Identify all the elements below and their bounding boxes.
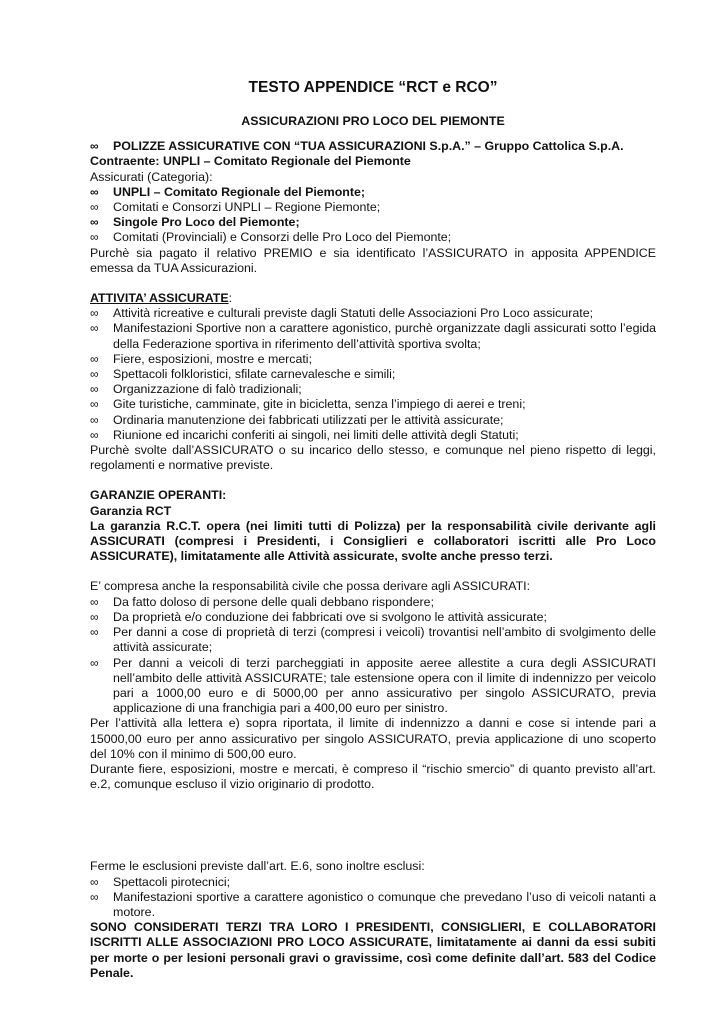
list-item	[90, 428, 656, 443]
exclusions-list	[90, 875, 656, 921]
insured-item-text: Comitati (Provinciali) e Consorzi delle Pro Loco del Piemonte;	[113, 230, 452, 245]
included-list	[90, 595, 656, 717]
included-intro: E’ compresa anche la responsabilità civile che possa derivare agli ASSICURATI:	[90, 579, 531, 594]
exclusions-intro: Ferme le esclusioni previste dall’art. E.6, sono inoltre esclusi:	[90, 859, 425, 874]
activities-list	[90, 306, 656, 443]
document-title: TESTO APPENDICE “RCT e RCO”	[248, 79, 498, 96]
bullet-infinity-icon: ∞	[90, 351, 99, 366]
guarantees-subheading: Garanzia RCT	[90, 503, 172, 518]
bullet-infinity-icon: ∞	[90, 230, 99, 245]
list-item	[90, 306, 656, 321]
included-text: Per danni a cose di proprietà di terzi (compresi i veicoli) trovantisi nell’ambito di svolgimento delle attività assicurate;	[113, 625, 656, 655]
list-item	[90, 656, 656, 717]
bullet-infinity-icon: ∞	[90, 200, 99, 215]
insured-label: Assicurati (Categoria):	[90, 169, 213, 184]
spacer	[90, 276, 656, 291]
activity-text: Manifestazioni Sportive non a carattere agonistico, purchè organizzate dagli assicurati sotto l’egida della Federazione sportiva in riferimento dell’attività sportiva svolta;	[113, 321, 656, 351]
policy-heading-item	[90, 139, 656, 154]
fair-note: Durante fiere, esposizioni, mostre e mercati, è compreso il “rischio smercio” di quanto previsto all’art. e.2, comunque escluso il vizio originario di prodotto.	[90, 761, 656, 792]
list-item	[90, 610, 656, 625]
insured-item-text: Comitati e Consorzi UNPLI – Regione Piemonte;	[113, 200, 381, 215]
bullet-infinity-icon: ∞	[90, 306, 99, 321]
list-item	[90, 413, 656, 428]
list-item	[90, 200, 656, 215]
spacer	[90, 792, 656, 859]
list-item	[90, 215, 656, 230]
list-item	[90, 352, 656, 367]
exclusions-final: SONO CONSIDERATI TERZI TRA LORO I PRESIDENTI, CONSIGLIERI, E COLLABORATORI ISCRITTI ALLE ASSOCIAZIONI PRO LOCO ASSICURATE, limitatamente ai danni da essi subiti per morte o per lesioni personali gravi o gravissime, così come definite dall’art. 583 del Codice Penale.	[90, 920, 656, 980]
activity-text: Organizzazione di falò tradizionali;	[113, 382, 302, 397]
activities-heading-colon: :	[228, 291, 233, 306]
list-item	[90, 367, 656, 382]
insured-item-text: UNPLI – Comitato Regionale del Piemonte;	[113, 184, 365, 199]
bullet-infinity-icon: ∞	[90, 609, 99, 624]
bullet-infinity-icon: ∞	[90, 594, 99, 609]
activities-heading-line	[90, 291, 656, 306]
limit-note: Per l’attività alla lettera e) sopra riportata, il limite di indennizzo a danni e cose si intende pari a 15000,00 euro per anno assicurativo per singolo ASSICURATO, previa applicazione di uno scoperto del 10% con il minimo di 500,00 euro.	[90, 716, 656, 761]
insured-list	[90, 185, 656, 246]
insured-item-text: Singole Pro Loco del Piemonte;	[113, 215, 300, 230]
bullet-infinity-icon: ∞	[90, 427, 99, 442]
guarantees-description: La garanzia R.C.T. opera (nei limiti tutti di Polizza) per la responsabilità civile derivante agli ASSICURATI (compresi i Presidenti, i Consiglieri e collaboratori iscritti alle Pro Loco ASSICURATE), limitatamente alle Attività assicurate, svolte anche presso terzi.	[90, 518, 656, 564]
policy-condition: Purchè sia pagato il relativo PREMIO e sia identificato l’ASSICURATO in apposita APPENDICE emessa da TUA Assicurazioni.	[90, 245, 656, 275]
bullet-infinity-icon: ∞	[90, 367, 99, 382]
list-item	[90, 890, 656, 920]
activity-text: Ordinaria manutenzione dei fabbricati utilizzati per le attività assicurate;	[113, 412, 504, 427]
bullet-infinity-icon: ∞	[90, 321, 99, 336]
list-item	[90, 397, 656, 412]
guarantees-heading: GARANZIE OPERANTI:	[90, 488, 227, 503]
policy-heading-list	[90, 139, 656, 154]
activity-text: Spettacoli folkloristici, sfilate carnevalesche e simili;	[113, 367, 396, 382]
bullet-infinity-icon: ∞	[90, 397, 99, 412]
list-item	[90, 185, 656, 200]
document-subtitle: ASSICURAZIONI PRO LOCO DEL PIEMONTE	[241, 114, 505, 128]
activity-text: Gite turistiche, camminate, gite in bicicletta, senza l’impiego di aerei e treni;	[113, 397, 526, 412]
bullet-infinity-icon: ∞	[90, 215, 99, 230]
list-item	[90, 382, 656, 397]
bullet-infinity-icon: ∞	[90, 184, 99, 199]
list-item	[90, 875, 656, 890]
list-item	[90, 625, 656, 655]
bullet-infinity-icon: ∞	[90, 874, 99, 889]
guarantees-section	[90, 488, 656, 792]
bullet-infinity-icon: ∞	[90, 625, 99, 640]
contractor-line: Contraente: UNPLI – Comitato Regionale del Piemonte	[90, 154, 411, 169]
bullet-infinity-icon: ∞	[90, 889, 99, 904]
activities-section	[90, 291, 656, 473]
list-item	[90, 230, 656, 245]
activity-text: Attività ricreative e culturali previste dagli Statuti delle Associazioni Pro Loco assicurate;	[113, 306, 594, 321]
list-item	[90, 595, 656, 610]
list-item	[90, 321, 656, 351]
bullet-infinity-icon: ∞	[90, 382, 99, 397]
included-text: Da proprietà e/o conduzione dei fabbricati ove si svolgono le attività assicurate;	[113, 609, 547, 624]
document-body	[90, 78, 656, 981]
exclusion-text: Spettacoli pirotecnici;	[113, 874, 231, 889]
spacer	[90, 473, 656, 488]
activities-condition: Purchè svolte dall’ASSICURATO o su incarico dello stesso, e comunque nel pieno rispetto di leggi, regolamenti e normative previste.	[90, 443, 656, 473]
bullet-infinity-icon: ∞	[90, 412, 99, 427]
policy-section	[90, 139, 656, 276]
policy-heading: POLIZZE ASSICURATIVE CON “TUA ASSICURAZIONI S.p.A.” – Gruppo Cattolica S.p.A.	[113, 139, 624, 154]
exclusions-section	[90, 859, 656, 981]
bullet-infinity-icon: ∞	[90, 655, 99, 670]
included-text: Da fatto doloso di persone delle quali debbano rispondere;	[113, 594, 435, 609]
included-text: Per danni a veicoli di terzi parcheggiati in apposite aeree allestite a cura degli ASSICURATI nell’ambito delle attività ASSICURATE; tale estensione opera con il limite di indennizzo per veicolo pari a 1000,00 euro e di 5000,00 per anno assicurativo per singolo ASSICURATO, previa applicazione di una franchigia pari a 400,00 euro per sinistro.	[113, 655, 656, 716]
activities-heading: ATTIVITA’ ASSICURATE	[90, 291, 229, 306]
activity-text: Riunione ed incarichi conferiti ai singoli, nei limiti delle attività degli Statuti;	[113, 427, 519, 442]
activity-text: Fiere, esposizioni, mostre e mercati;	[113, 351, 313, 366]
exclusion-text: Manifestazioni sportive a carattere agonistico o comunque che prevedano l’uso di veicoli natanti a motore.	[113, 889, 656, 919]
bullet-infinity-icon: ∞	[90, 139, 99, 154]
spacer	[90, 564, 656, 579]
